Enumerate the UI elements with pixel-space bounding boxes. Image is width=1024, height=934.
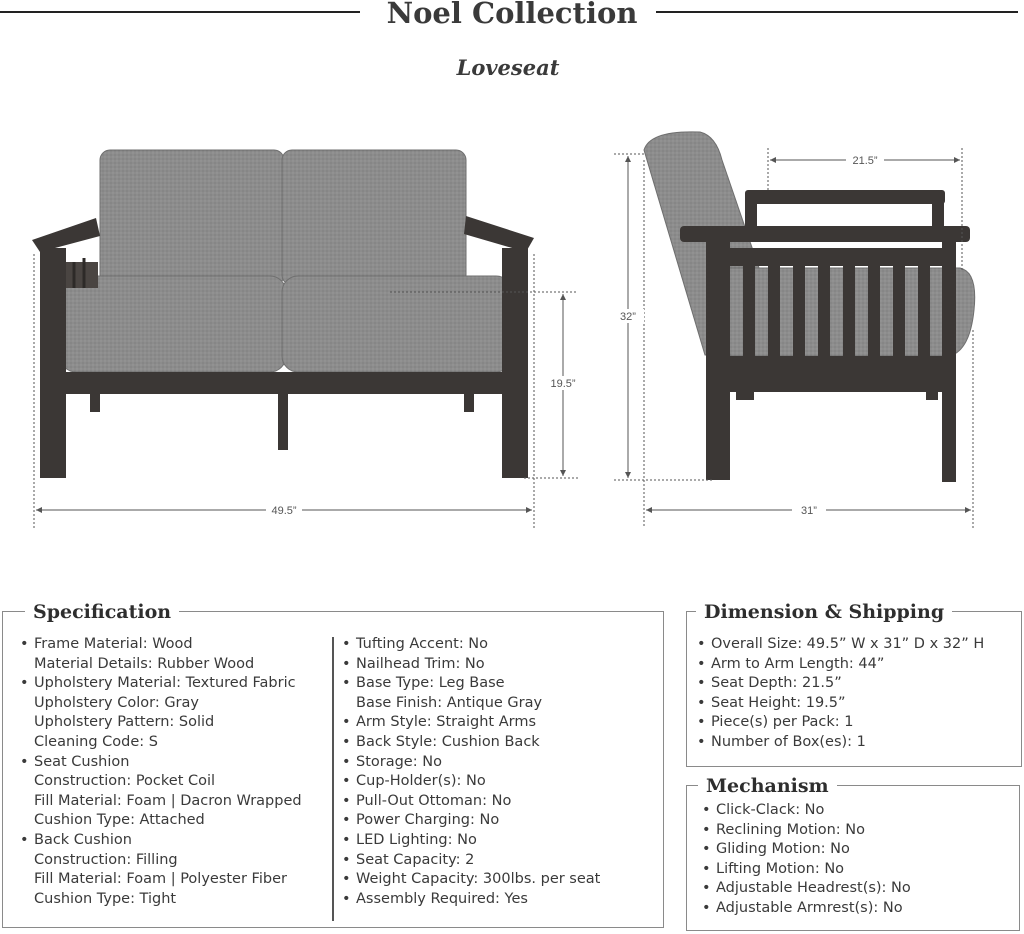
- spec-left-text: Frame Material: Wood: [34, 636, 193, 652]
- spec-left-text: Cleaning Code: S: [34, 733, 159, 750]
- header: [0, 0, 1024, 34]
- spec-left-item: [34, 772, 302, 792]
- spec-right-text: Nailhead Trim: No: [356, 655, 485, 672]
- shipping-item: [711, 733, 984, 753]
- spec-right-text: Base Finish: Antique Gray: [356, 694, 543, 711]
- spec-left-text: Construction: Filling: [34, 851, 178, 868]
- spec-left-item: [34, 870, 302, 890]
- specification-list-right: [356, 635, 600, 909]
- spec-right-text: Back Style: Cushion Back: [356, 733, 540, 750]
- spec-left-item: [34, 694, 302, 714]
- spec-right-item: [356, 890, 600, 910]
- spec-right-item: [356, 870, 600, 890]
- mechanism-text: Lifting Motion: No: [716, 860, 845, 877]
- spec-left-text: Construction: Pocket Coil: [34, 773, 216, 790]
- spec-left-item: [34, 655, 302, 675]
- shipping-list: [711, 635, 984, 753]
- spec-left-text: Cushion Type: Tight: [34, 890, 177, 907]
- side-seat-depth-label: 21.5”: [852, 155, 878, 167]
- spec-left-item: [34, 753, 302, 773]
- shipping-text: Seat Height: 19.5”: [711, 694, 846, 711]
- spec-right-text: Arm Style: Straight Arms: [356, 714, 537, 731]
- spec-right-text: Weight Capacity: 300lbs. per seat: [356, 871, 601, 888]
- spec-right-text: Power Charging: No: [356, 812, 500, 829]
- mechanism-list: [716, 801, 911, 919]
- spec-right-item: [356, 831, 600, 851]
- spec-left-item: [34, 674, 302, 694]
- spec-right-item: [356, 753, 600, 773]
- collection-title: Noel Collection: [386, 0, 638, 30]
- spec-right-item: [356, 635, 600, 655]
- spec-left-text: Upholstery Color: Gray: [34, 694, 199, 711]
- shipping-item: [711, 713, 984, 733]
- spec-right-item: [356, 733, 600, 753]
- side-depth-label: 31”: [801, 505, 817, 517]
- spec-left-item: [34, 713, 302, 733]
- product-drawings: [0, 100, 1024, 540]
- spec-right-item: [356, 851, 600, 871]
- spec-left-item: [34, 792, 302, 812]
- mechanism-item: [716, 899, 911, 919]
- spec-left-item: [34, 890, 302, 910]
- front-view-loveseat: [32, 150, 534, 478]
- shipping-item: [711, 635, 984, 655]
- spec-right-item: [356, 792, 600, 812]
- spec-left-text: Cushion Type: Attached: [34, 812, 205, 829]
- spec-right-text: Cup-Holder(s): No: [356, 773, 486, 790]
- spec-left-text: Fill Material: Foam | Dacron Wrapped: [34, 792, 302, 809]
- spec-left-text: Seat Cushion: [34, 753, 130, 770]
- spec-left-item: [34, 635, 302, 655]
- shipping-item: [711, 674, 984, 694]
- mechanism-text: Adjustable Headrest(s): No: [716, 880, 911, 897]
- specification-list-left: [34, 635, 302, 909]
- mechanism-text: Reclining Motion: No: [716, 821, 865, 838]
- spec-left-text: Material Details: Rubber Wood: [34, 655, 255, 672]
- spec-right-text: Seat Capacity: 2: [356, 851, 475, 868]
- spec-right-item: [356, 694, 600, 714]
- spec-right-item: [356, 713, 600, 733]
- mechanism-text: Click-Clack: No: [716, 802, 825, 818]
- shipping-text: Seat Depth: 21.5”: [711, 675, 842, 692]
- spec-left-item: [34, 851, 302, 871]
- mechanism-item: [716, 840, 911, 860]
- specification-title: Specification: [25, 601, 179, 623]
- mechanism-item: [716, 860, 911, 880]
- spec-left-text: Fill Material: Foam | Polyester Fiber: [34, 871, 287, 888]
- spec-left-item: [34, 831, 302, 851]
- mechanism-text: Gliding Motion: No: [716, 841, 850, 858]
- spec-right-item: [356, 772, 600, 792]
- product-subtitle: Loveseat: [456, 55, 560, 80]
- spec-right-item: [356, 811, 600, 831]
- front-seat-height-label: 19.5”: [550, 378, 576, 390]
- spec-right-item: [356, 655, 600, 675]
- spec-left-text: Upholstery Material: Textured Fabric: [34, 675, 296, 692]
- front-width-label: 49.5”: [271, 505, 297, 517]
- mechanism-title: Mechanism: [698, 775, 837, 797]
- spec-left-item: [34, 811, 302, 831]
- spec-right-text: Storage: No: [356, 753, 442, 770]
- spec-left-text: Back Cushion: [34, 831, 132, 848]
- mechanism-item: [716, 801, 911, 821]
- spec-left-item: [34, 733, 302, 753]
- side-height-label: 32”: [620, 311, 636, 323]
- mechanism-item: [716, 821, 911, 841]
- spec-right-text: LED Lighting: No: [356, 831, 477, 848]
- shipping-title: Dimension & Shipping: [696, 601, 952, 623]
- specification-divider: [332, 637, 334, 921]
- mechanism-item: [716, 879, 911, 899]
- shipping-text: Number of Box(es): 1: [711, 733, 866, 750]
- spec-right-text: Assembly Required: Yes: [356, 890, 528, 907]
- spec-right-text: Pull-Out Ottoman: No: [356, 792, 512, 809]
- side-view-loveseat: [644, 132, 975, 482]
- spec-right-item: [356, 674, 600, 694]
- shipping-text: Overall Size: 49.5” W x 31” D x 32” H: [711, 636, 985, 652]
- spec-left-text: Upholstery Pattern: Solid: [34, 714, 215, 731]
- shipping-text: Piece(s) per Pack: 1: [711, 714, 854, 731]
- spec-right-text: Tufting Accent: No: [356, 636, 489, 652]
- shipping-item: [711, 694, 984, 714]
- shipping-item: [711, 655, 984, 675]
- spec-right-text: Base Type: Leg Base: [356, 675, 505, 692]
- mechanism-text: Adjustable Armrest(s): No: [716, 899, 903, 916]
- shipping-text: Arm to Arm Length: 44”: [711, 655, 885, 672]
